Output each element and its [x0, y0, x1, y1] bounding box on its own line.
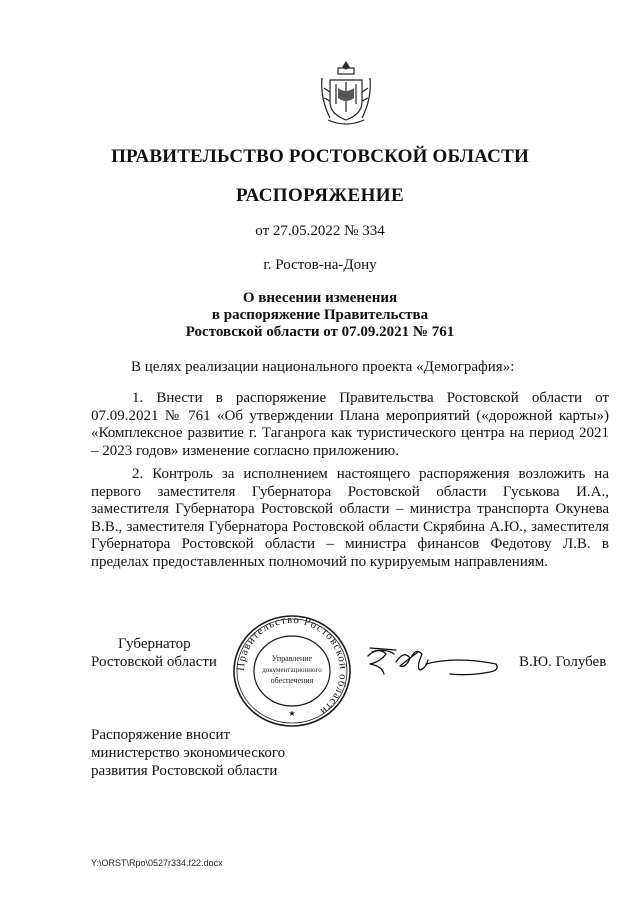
introducer-line: развития Ростовской области: [91, 763, 278, 779]
date-number: от 27.05.2022 № 334: [255, 223, 385, 239]
item-text: 1. Внести в распоряжение Правительства Ростовской области от 07.09.2021 № 761 «Об утверждении Плана мероприятий («дорожной карты») «Комплексное развитие г. Таганрога как туристического центра на период 2021 – 2023 годов» изменение согласно приложению.: [91, 390, 609, 459]
document-type: РАСПОРЯЖЕНИЕ: [235, 185, 405, 206]
item-text: 2. Контроль за исполнением настоящего распоряжения возложить на первого заместителя Губернатора Ростовской области Гуськова И.А., заместителя Губернатора Ростовской области – министра транспорта Окунева В.В., заместителя Губернатора Ростовской области Скрябина А.Ю., заместителя Губернатора Ростовской области – министра финансов Федотову Л.В. в пределах предоставленных полномочий по курируемым направлениям.: [91, 466, 609, 570]
stamp-center-line: документационного: [262, 666, 322, 674]
subject-line: в распоряжение Правительства: [211, 307, 429, 323]
stamp-center-line: Управление: [271, 654, 313, 663]
official-stamp: [230, 612, 354, 730]
subject-line: О внесении изменения: [242, 290, 398, 306]
item-1: [91, 390, 609, 460]
introducer-line: Распоряжение вносит: [91, 727, 231, 743]
stamp-ring-text: Правительство Ростовской области: [234, 613, 350, 718]
signatory-title: Губернатор: [118, 636, 191, 652]
introducer-line: министерство экономического: [91, 745, 286, 761]
item-2: [91, 466, 609, 571]
organization-title: ПРАВИТЕЛЬСТВО РОСТОВСКОЙ ОБЛАСТИ: [111, 146, 529, 167]
stamp-star-icon: ★: [288, 709, 296, 718]
signatory-name: В.Ю. Голубев: [519, 654, 607, 670]
document-subject: [0, 290, 640, 341]
introducer-note: [91, 726, 285, 780]
subject-line: Ростовской области от 07.09.2021 № 761: [185, 324, 455, 340]
coat-of-arms-emblem: [318, 58, 374, 128]
file-path-footer: Y:\ORST\Rpo\0527r334.f22.docx: [91, 858, 223, 868]
stamp-center-line: обеспечения: [270, 676, 314, 685]
signatory-region: Ростовской области: [91, 654, 217, 670]
preamble: В целях реализации национального проекта «Демография»:: [131, 359, 515, 375]
city: г. Ростов-на-Дону: [263, 257, 377, 273]
handwritten-signature: [362, 642, 502, 680]
